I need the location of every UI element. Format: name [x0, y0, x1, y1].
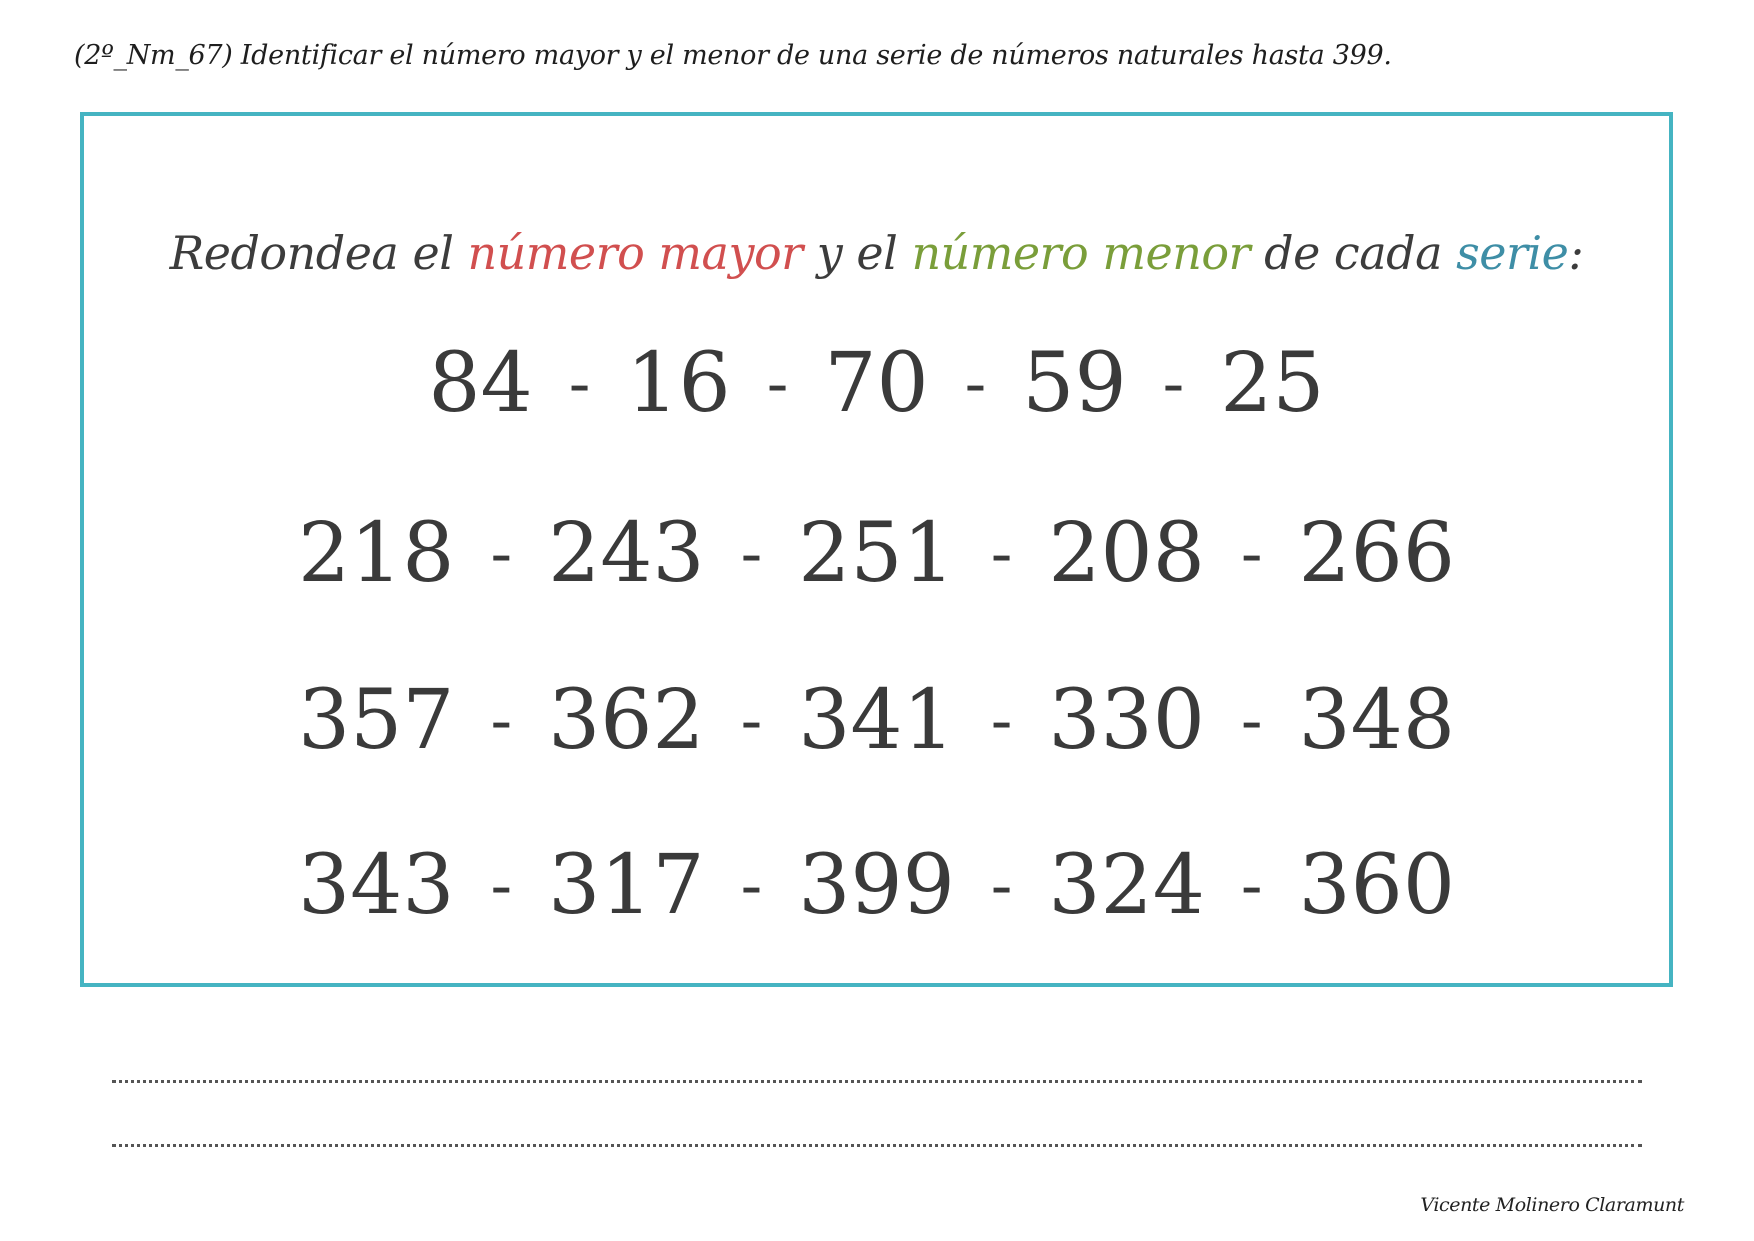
- separator: -: [990, 516, 1013, 591]
- instruction-text-1: Redondea el: [169, 226, 468, 280]
- instruction-text-3: de cada: [1250, 226, 1457, 280]
- separator: -: [740, 683, 763, 758]
- separator: -: [766, 346, 789, 421]
- number[interactable]: 70: [824, 336, 929, 431]
- separator: -: [990, 683, 1013, 758]
- number[interactable]: 25: [1220, 336, 1325, 431]
- number[interactable]: 266: [1298, 506, 1456, 601]
- number[interactable]: 341: [798, 673, 955, 768]
- author-credit: Vicente Molinero Claramunt: [1420, 1194, 1684, 1216]
- separator: -: [740, 516, 763, 591]
- answer-line-1[interactable]: [112, 1080, 1642, 1083]
- number[interactable]: 84: [428, 336, 533, 431]
- separator: -: [1162, 346, 1185, 421]
- exercise-box: [80, 112, 1673, 987]
- separator: -: [990, 848, 1013, 923]
- separator: -: [490, 683, 513, 758]
- instruction-highlight-series: serie: [1456, 226, 1569, 280]
- separator: -: [490, 516, 513, 591]
- number[interactable]: 399: [798, 838, 955, 933]
- separator: -: [740, 848, 763, 923]
- answer-line-2[interactable]: [112, 1144, 1642, 1147]
- number[interactable]: 317: [548, 838, 705, 933]
- number[interactable]: 16: [626, 336, 731, 431]
- separator: -: [568, 346, 591, 421]
- exercise-header: (2º_Nm_67) Identificar el número mayor y el menor de una serie de números naturales hasta 399.: [74, 40, 1392, 71]
- number[interactable]: 243: [548, 506, 705, 601]
- number[interactable]: 348: [1298, 673, 1456, 768]
- number[interactable]: 357: [297, 673, 455, 768]
- instruction-highlight-largest: número mayor: [467, 226, 803, 280]
- number[interactable]: 360: [1298, 838, 1456, 933]
- separator: -: [964, 346, 987, 421]
- separator: -: [1240, 683, 1263, 758]
- number[interactable]: 218: [297, 506, 455, 601]
- series-row-3: [84, 673, 1669, 768]
- instruction: [84, 226, 1669, 280]
- number[interactable]: 343: [297, 838, 455, 933]
- series-row-2: [84, 506, 1669, 601]
- separator: -: [490, 848, 513, 923]
- number[interactable]: 362: [548, 673, 705, 768]
- instruction-text-2: y el: [802, 226, 912, 280]
- number[interactable]: 59: [1022, 336, 1127, 431]
- number[interactable]: 324: [1048, 838, 1205, 933]
- separator: -: [1240, 516, 1263, 591]
- instruction-highlight-smallest: número menor: [911, 226, 1251, 280]
- separator: -: [1240, 848, 1263, 923]
- number[interactable]: 208: [1048, 506, 1205, 601]
- series-row-4: [84, 838, 1669, 933]
- number[interactable]: 251: [798, 506, 955, 601]
- instruction-text-4: :: [1568, 226, 1584, 280]
- series-row-1: [84, 336, 1669, 431]
- number[interactable]: 330: [1048, 673, 1205, 768]
